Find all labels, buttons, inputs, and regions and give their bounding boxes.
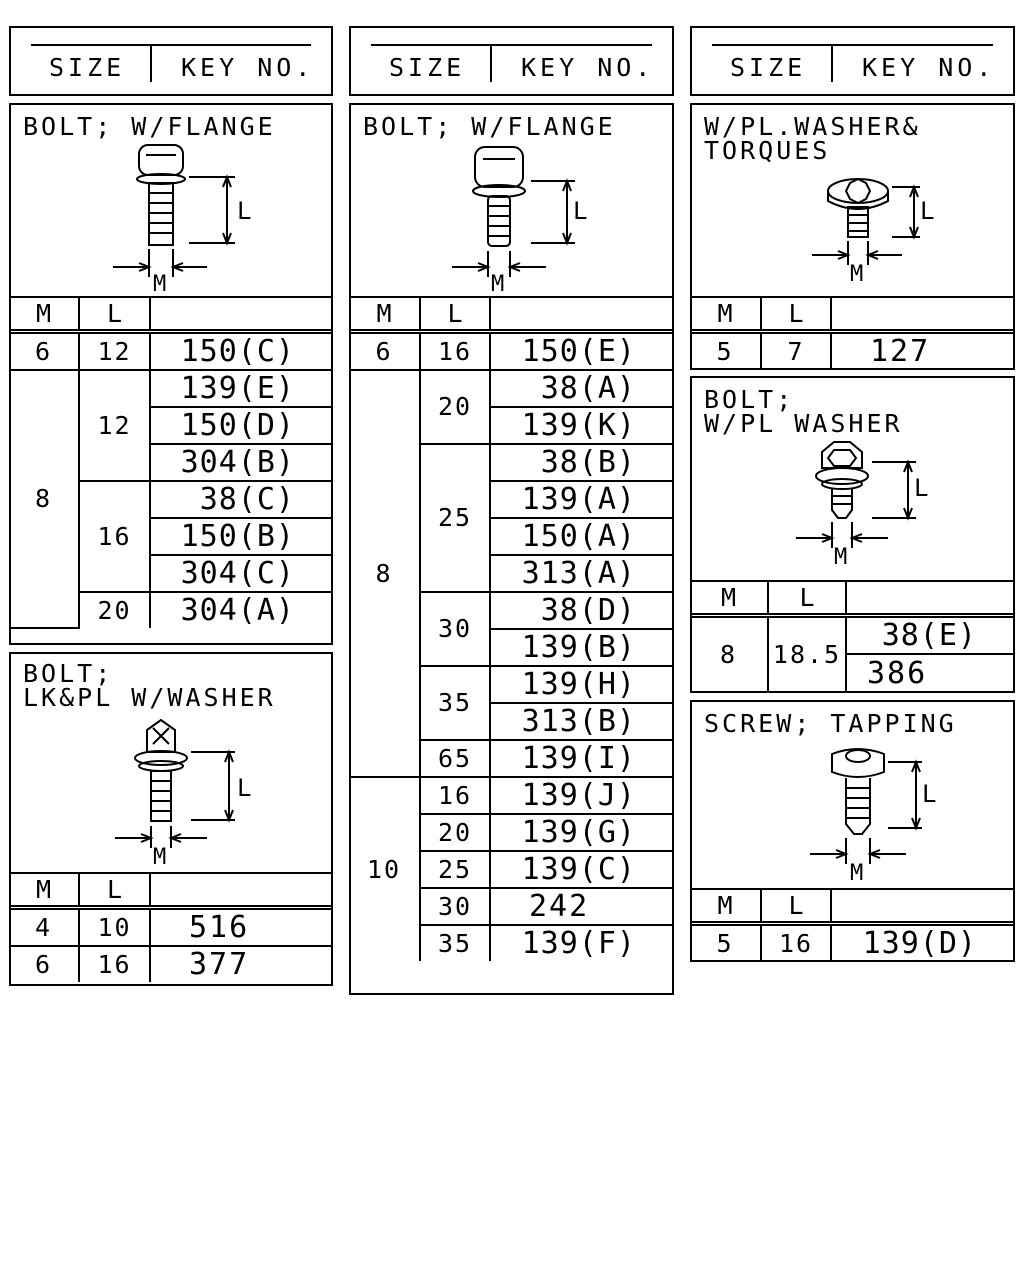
cell-key: 38(E) [846,615,1015,654]
cell-m: 6 [9,946,79,982]
size-label: SIZE [389,53,466,82]
cell-key: 139(G) [490,814,674,851]
cell-key: 313(B) [490,703,674,740]
size-table [690,888,1015,961]
key-no-label: KEY NO. [862,53,996,82]
panel-bolt-lkpl-washer [9,652,333,986]
cell-l: 18.5 [768,615,846,692]
cell-l: 35 [420,666,490,740]
dimension-l-label: L [920,197,935,225]
cell-key: 139(A) [490,481,674,518]
cell-l: 25 [420,851,490,888]
cell-key: 304(A) [150,592,333,628]
dimension-m-label: M [491,272,505,291]
key-no-label: KEY NO. [181,53,315,82]
header-box-col3 [690,26,1015,96]
panel-title: BOLT; W/FLANGE [363,112,616,141]
dimension-l-label: L [237,774,252,802]
cell-key: 313(A) [490,555,674,592]
cell-key: 139(C) [490,851,674,888]
cell-l: 30 [420,888,490,925]
cell-l: 16 [420,331,490,370]
col-key [846,581,1015,615]
cell-m: 5 [690,923,761,961]
cell-key: 139(J) [490,777,674,814]
dimension-l-label: L [237,197,252,225]
cell-key: 38(B) [490,444,674,481]
panel-title: SCREW; TAPPING [704,709,957,738]
cell-m: 8 [690,615,768,692]
col-key [150,873,333,907]
hex-washer-bolt-drawing [792,438,992,568]
cell-key: 139(F) [490,925,674,961]
col-m: M [690,297,761,331]
col-l: L [79,297,150,331]
cell-m: 4 [9,907,79,946]
cell-m: 8 [349,370,420,777]
cell-l: 35 [420,925,490,961]
cell-key: 38(A) [490,370,674,407]
dimension-m-label: M [834,545,848,568]
col-m: M [349,297,420,331]
size-table [690,580,1015,692]
header-rule [371,44,652,46]
dimension-m-label: M [850,262,864,281]
panel-title: BOLT; LK&PL W/WASHER [23,659,276,712]
col-l: L [768,581,846,615]
cell-m: 5 [690,331,761,369]
col-key [150,297,333,331]
header-divider [150,44,152,82]
cell-key: 150(A) [490,518,674,555]
col-m: M [690,889,761,923]
cell-key: 139(E) [150,370,333,407]
header-divider [490,44,492,82]
panel-title: BOLT; W/FLANGE [23,112,276,141]
flange-bolt-drawing [451,141,651,291]
panel-washer-torques [690,103,1015,370]
col-l: L [420,297,490,331]
key-no-label: KEY NO. [521,53,655,82]
cell-key: 304(B) [150,444,333,481]
header-divider [831,44,833,82]
cell-m: 8 [9,370,79,628]
col-l: L [761,297,831,331]
lkpl-bolt-drawing [111,716,311,866]
cell-key: 304(C) [150,555,333,592]
cell-l: 25 [420,444,490,592]
col-l: L [761,889,831,923]
dimension-m-label: M [153,272,167,291]
col-l: L [79,873,150,907]
cell-key: 139(K) [490,407,674,444]
cell-l: 16 [79,946,150,982]
flange-bolt-drawing [111,141,311,291]
dimension-m-label: M [850,861,864,882]
size-table [690,296,1015,369]
dimension-m-label: M [153,845,167,866]
cell-m: 6 [9,331,79,370]
cell-key: 150(B) [150,518,333,555]
cell-key: 150(D) [150,407,333,444]
cell-l: 30 [420,592,490,666]
panel-bolt-plwasher [690,376,1015,693]
size-table [9,296,333,629]
dimension-l-label: L [922,780,937,808]
cell-m: 10 [349,777,420,961]
panel-title: W/PL.WASHER& TORQUES [704,112,921,165]
cell-key: 386 [846,654,1015,692]
panel-screw-tapping [690,700,1015,962]
size-label: SIZE [49,53,126,82]
header-box-col2 [349,26,674,96]
cell-key: 150(E) [490,331,674,370]
cell-l: 20 [420,370,490,444]
size-table [9,872,333,982]
cell-key: 150(C) [150,331,333,370]
cell-key: 242 [490,888,674,925]
cell-key: 516 [150,907,333,946]
cell-l: 16 [420,777,490,814]
cell-l: 20 [420,814,490,851]
cell-l: 12 [79,331,150,370]
cell-key: 139(B) [490,629,674,666]
header-box-col1 [9,26,333,96]
cell-l: 12 [79,370,150,481]
header-rule [712,44,993,46]
panel-bolt-flange-a [9,103,333,645]
cell-key: 38(D) [490,592,674,629]
cell-key: 38(C) [150,481,333,518]
header-rule [31,44,311,46]
cell-key: 139(D) [831,923,1015,961]
col-key [831,889,1015,923]
cell-key: 377 [150,946,333,982]
cell-key: 127 [831,331,1015,369]
torx-bolt-drawing [802,161,1002,281]
col-key [831,297,1015,331]
tapping-screw-drawing [802,742,1002,882]
cell-key: 139(H) [490,666,674,703]
cell-l: 16 [79,481,150,592]
size-label: SIZE [730,53,807,82]
size-table [349,296,674,961]
cell-l: 20 [79,592,150,628]
cell-key: 139(I) [490,740,674,777]
cell-l: 7 [761,331,831,369]
panel-bolt-flange-b [349,103,674,995]
cell-m: 6 [349,331,420,370]
col-key [490,297,674,331]
col-m: M [9,297,79,331]
panel-title: BOLT; W/PL WASHER [704,385,903,438]
cell-l: 16 [761,923,831,961]
cell-l: 65 [420,740,490,777]
col-m: M [9,873,79,907]
dimension-l-label: L [573,197,588,225]
cell-l: 10 [79,907,150,946]
col-m: M [690,581,768,615]
dimension-l-label: L [914,474,929,502]
